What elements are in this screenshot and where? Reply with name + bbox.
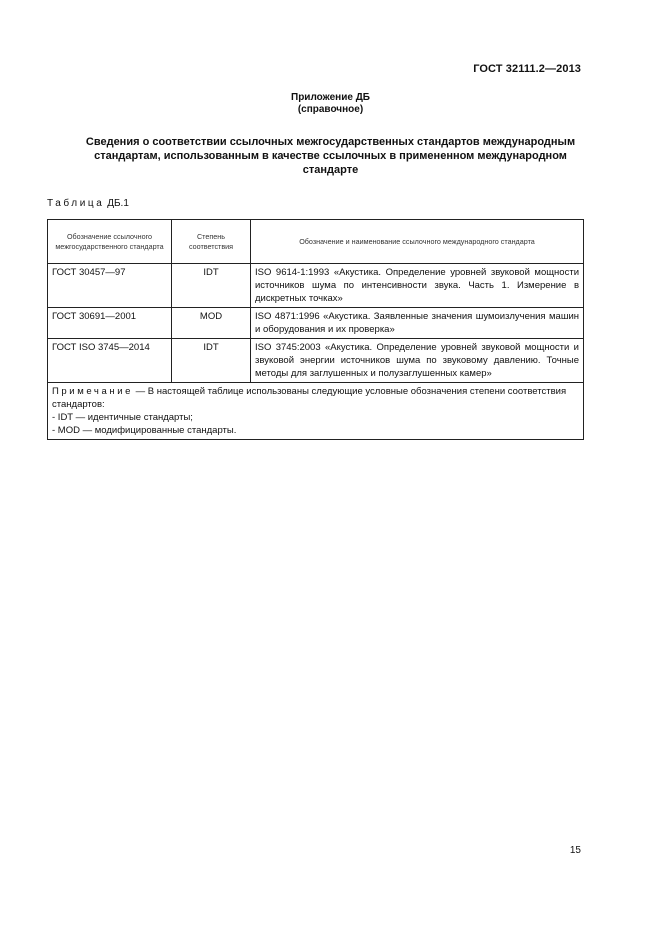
document-code: ГОСТ 32111.2—2013 (473, 63, 581, 75)
note-item: - MOD — модифицированные стандарты. (52, 425, 237, 436)
section-title (60, 135, 601, 177)
table-note (48, 383, 584, 440)
page-number: 15 (569, 845, 581, 856)
appendix-subtitle: (справочное) (297, 104, 364, 115)
standards-table (47, 219, 584, 440)
table-label-prefix: Таблица (47, 198, 105, 209)
table-row (48, 308, 584, 339)
table-label (47, 198, 129, 209)
table-row (48, 339, 584, 383)
section-title-line: Сведения о соответствии ссылочных межгосударственных стандартов международным (85, 136, 576, 148)
table-header-row (48, 220, 584, 264)
cell-degree: IDT (172, 339, 251, 383)
cell-description: ISO 3745:2003 «Акустика. Определение уровней звуковой мощности и звуковой энергии источников шума по звуковому давлению. Точные методы для заглушенных и полузаглушенных камер» (251, 339, 584, 383)
note-label: Примечание (52, 386, 133, 397)
cell-degree: MOD (172, 308, 251, 339)
table-label-number: ДБ.1 (107, 198, 129, 209)
cell-description: ISO 4871:1996 «Акустика. Заявленные значения шумоизлучения машин и оборудования и их проверка» (251, 308, 584, 339)
note-text: — В настоящей таблице использованы следующие условные обозначения степени соответствия стандартов: (52, 386, 567, 410)
cell-degree: IDT (172, 264, 251, 308)
appendix-heading (0, 92, 661, 116)
table-row (48, 264, 584, 308)
cell-standard: ГОСТ ISO 3745—2014 (48, 339, 172, 383)
cell-standard: ГОСТ 30691—2001 (48, 308, 172, 339)
header-degree: Степень соответствия (172, 220, 251, 264)
header-standard: Обозначение ссылочного межгосударственного стандарта (48, 220, 172, 264)
cell-standard: ГОСТ 30457—97 (48, 264, 172, 308)
section-title-line: стандартам, использованным в качестве ссылочных в примененном международном (94, 150, 567, 162)
header-description: Обозначение и наименование ссылочного международного стандарта (251, 220, 584, 264)
appendix-title: Приложение ДБ (291, 92, 370, 103)
section-title-line: стандарте (302, 164, 359, 176)
note-item: - IDT — идентичные стандарты; (52, 412, 193, 423)
table-note-row (48, 383, 584, 440)
cell-description: ISO 9614-1:1993 «Акустика. Определение уровней звуковой мощности источников шума по интенсивности звука. Часть 1. Измерение в дискретных точках» (251, 264, 584, 308)
